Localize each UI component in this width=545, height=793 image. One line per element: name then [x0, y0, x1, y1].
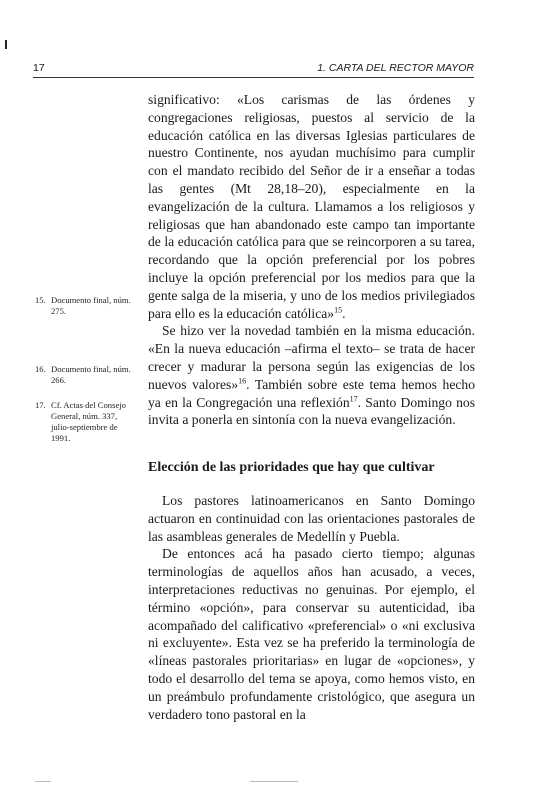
- body-text-top: [148, 91, 475, 429]
- footnote-ref: 15: [334, 305, 343, 315]
- paragraph-text: . También sobre este tema hemos hecho ya en la Congregación una reflexión: [148, 376, 475, 410]
- footnote-ref: 16: [238, 376, 247, 386]
- paragraph-text: Se hizo ver la novedad también en la misma educación. «En la nueva educación –afirma el texto– se trata de hacer crecer y madurar la persona según las exigencias de los nuevos valores»: [148, 323, 475, 392]
- running-header: [33, 62, 474, 76]
- footnote-number: 16.: [35, 364, 46, 374]
- header-rule: [33, 77, 474, 78]
- paragraph: [148, 91, 475, 322]
- paragraph-text: .: [342, 305, 346, 321]
- paragraph: De entonces acá ha pasado cierto tiempo; algunas terminologías de aquellos años han acusado, a veces, interpretaciones reductivas no genuinas. Por ejemplo, el término «opción», para conservar su autenticidad, iba acompañado del calificativo «preferencial» o «ni exclusiva ni excluyente». Esta vez se ha preferido la terminología de «líneas pastorales prioritarias» en lugar de «opciones», y todo el desarrollo del tema se apoya, como hemos visto, en un preámbulo profundamente cristológico, que asegura un verdadero tono pastoral en la: [148, 546, 475, 722]
- paragraph-text: . Santo Domingo nos invita a ponerla en sintonía con la nueva evangelización.: [148, 394, 475, 428]
- scan-mark: [35, 781, 51, 782]
- footnote-text: Documento final, núm. 275.: [51, 295, 131, 316]
- footnote-number: 17.: [35, 400, 46, 410]
- paragraph: [148, 322, 475, 429]
- scan-mark: [250, 781, 298, 782]
- footnote-ref: 17: [349, 394, 358, 404]
- paragraph-text: significativo: «Los carismas de las órdenes y congregaciones religiosas, puestos al servicio de la educación católica en las diversas Iglesias particulares de nuestro Continente, nos ayudan muchísimo para cumplir con el mandato recibido del Señor de ir a enseñar a todas las gentes (Mt 28,18–20), especialmente en la evangelización de la cultura. Llamamos a los religiosos y religiosas que han abandonado este campo tan importante de la educación católica para que se reincorporen a su tarea, recordando que la opción preferencial por los pobres incluye la opción preferencial por los medios para que la gente salga de la miseria, y uno de los medios privilegiados para ello es la educación católica»: [148, 92, 475, 321]
- footnote-text: Cf. Actas del Consejo General, núm. 337, julio-septiembre de 1991.: [51, 400, 126, 443]
- footnote-text: Documento final, núm. 266.: [51, 364, 131, 385]
- footnote-number: 15.: [35, 295, 46, 305]
- running-title: 1. CARTA DEL RECTOR MAYOR: [317, 62, 474, 74]
- section-heading: Elección de las prioridades que hay que cultivar: [148, 460, 435, 475]
- margin-mark: [5, 40, 7, 49]
- page-number: 17: [33, 62, 45, 74]
- body-text-bottom: [148, 492, 475, 723]
- paragraph: Los pastores latinoamericanos en Santo Domingo actuaron en continuidad con las orientaciones pastorales de las asambleas generales de Medellín y Puebla.: [148, 493, 475, 544]
